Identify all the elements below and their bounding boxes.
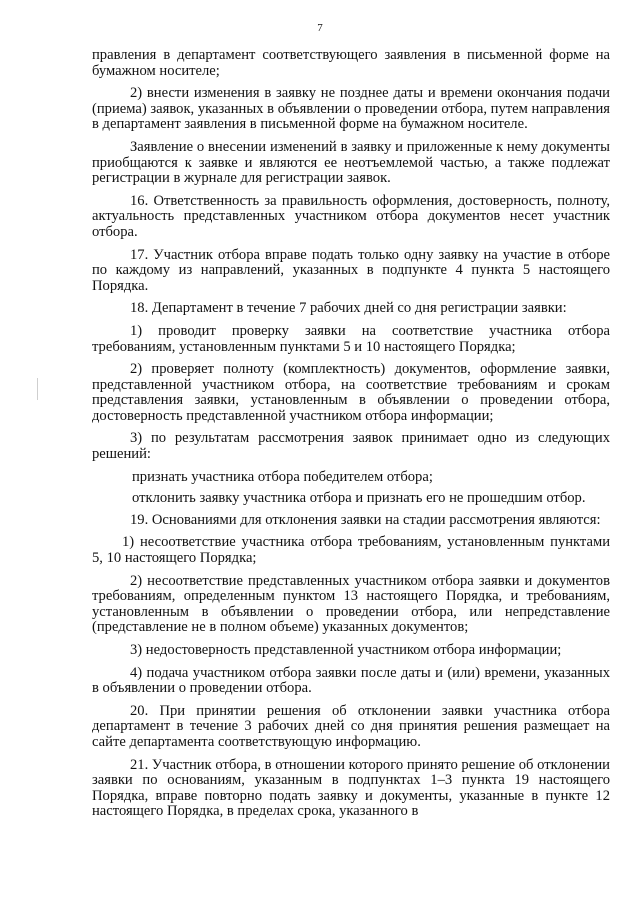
paragraph-18-item-2: 2) проверяет полноту (комплектность) документов, оформление заявки, представленной участником отбора, на соответствие требованиям и срокам представления заявки, установленным в объявлении о проведении отбора, достоверность представленной участником отбора информации; bbox=[92, 361, 610, 424]
paragraph-19-item-4: 4) подача участником отбора заявки после даты и (или) времени, указанных в объявлении о проведении отбора. bbox=[92, 664, 610, 697]
paragraph-16: 16. Ответственность за правильность оформления, достоверность, полноту, актуальность представленных участником отбора документов несет участник отбора. bbox=[92, 192, 610, 240]
page-number: 7 bbox=[317, 22, 323, 34]
paragraph-subitem-2: 2) внести изменения в заявку не позднее даты и времени окончания подачи (приема) заявок, указанных в объявлении о проведении отбора, путем направления в департамент заявления в письменной форме на бумажном носителе. bbox=[92, 85, 610, 133]
paragraph-18: 18. Департамент в течение 7 рабочих дней со дня регистрации заявки: bbox=[130, 300, 567, 317]
paragraph-decision-winner: признать участника отбора победителем отбора; bbox=[132, 468, 433, 485]
paragraph-17: 17. Участник отбора вправе подать только одну заявку на участие в отборе по каждому из направлений, указанных в подпункте 4 пункта 5 настоящего Порядка. bbox=[92, 246, 610, 294]
paragraph-19-item-1: 1) несоответствие участника отбора требованиям, установленным пунктами 5, 10 настоящего Порядка; bbox=[92, 534, 610, 567]
paragraph-19-item-2: 2) несоответствие представленных участником отбора заявки и документов требованиям, определенным пунктом 13 настоящего Порядка, и требованиям, установленным в объявлении о проведении отбора, или непредставление (представление не в полном объеме) указанных документов; bbox=[92, 572, 610, 636]
paragraph-19-item-3: 3) недостоверность представленной участником отбора информации; bbox=[130, 642, 562, 658]
paragraph-21: 21. Участник отбора, в отношении которого принято решение об отклонении заявки по основаниям, указанным в подпунктах 1–3 пункта 19 настоящего Порядка, вправе повторно подать заявку и документы, указанные в пункте 12 настоящего Порядка, в пределах срока, указанного в bbox=[92, 756, 610, 820]
paragraph-decision-reject: отклонить заявку участника отбора и признать его не прошедшим отбор. bbox=[132, 490, 586, 507]
paragraph-continuation: правления в департамент соответствующего заявления в письменной форме на бумажном носителе; bbox=[92, 47, 610, 79]
margin-mark bbox=[37, 378, 38, 400]
paragraph-18-item-3: 3) по результатам рассмотрения заявок принимает одно из следующих решений: bbox=[92, 430, 610, 463]
paragraph-statement: Заявление о внесении изменений в заявку и приложенные к нему документы приобщаются к заявке и являются ее неотъемлемой частью, а также подлежат регистрации в журнале для регистрации заявок. bbox=[92, 138, 610, 187]
paragraph-19: 19. Основаниями для отклонения заявки на стадии рассмотрения являются: bbox=[130, 511, 601, 528]
paragraph-20: 20. При принятии решения об отклонении заявки участника отбора департамент в течение 3 рабочих дней со дня принятия решения размещает на сайте департамента соответствующую информацию. bbox=[92, 702, 610, 750]
document-body bbox=[92, 48, 610, 827]
paragraph-18-item-1: 1) проводит проверку заявки на соответствие участника отбора требованиям, установленным пунктами 5 и 10 настоящего Порядка; bbox=[92, 322, 610, 355]
